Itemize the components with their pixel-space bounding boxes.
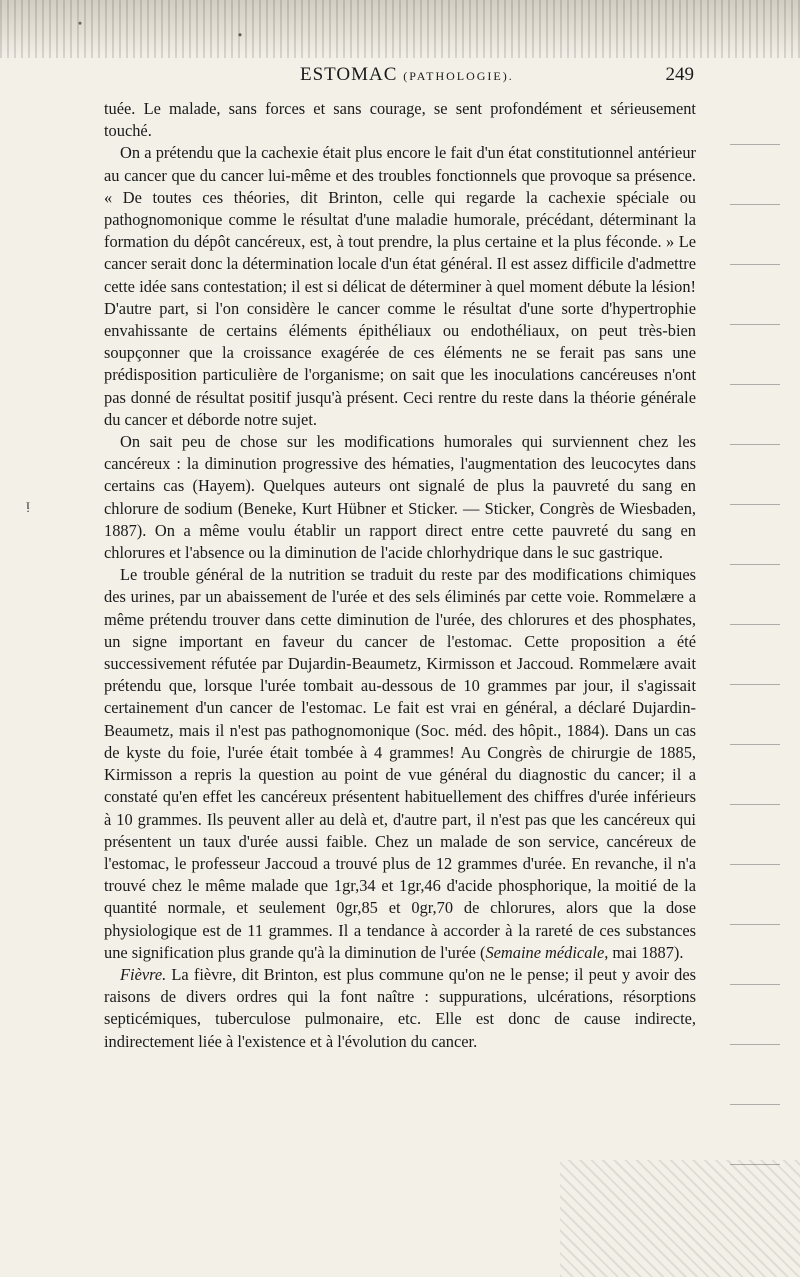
paragraph-1: tuée. Le malade, sans forces et sans courage, se sent profondément et sérieusement touché.: [104, 99, 696, 141]
paragraph-4-text: Le trouble général de la nutrition se traduit du reste par des modifications chimiques des urines, par un abaissement de l'urée et des sels éliminés par cette voie. Rommelære a même prétendu trouver dans cette diminution de l'urée, des chlorures et des phosphates, un signe important en faveur du cancer de l'estomac. Cette proposition a été successivement réfutée par Dujardin-Beaumetz, Kirmisson et Jaccoud. Rommelære avait prétendu que, lorsque l'urée tombait au-dessous de 10 grammes par jour, il s'agissait certainement d'un cancer de l'estomac. Le fait est vrai en général, a déclaré Dujardin-Beaumetz, mais il n'est pas pathognomonique (Soc. méd. des hôpit., 1884). Dans un cas de kyste du foie, l'urée était tombée à 4 grammes! Au Congrès de chirurgie de 1885, Kirmisson a repris la question au point de vue général du diagnostic du cancer; il a constaté qu'en effet les cancéreux présentent habituellement des chiffres d'urée inférieurs à 10 grammes. Ils peuvent aller au delà et, d'autre part, il n'est pas que les cancéreux qui présentent un taux d'urée aussi faible. Chez un malade de son service, cancéreux de l'estomac, le professeur Jaccoud a trouvé plus de 12 grammes d'urée. En revanche, il n'a trouvé chez le même malade que 1gr,34 et 1gr,46 d'acide phosphorique, la moitié de la quantité normale, et seulement 0gr,85 et 0gr,70 de chlorures, alors que la dose physiologique est de 11 grammes. Il a tendance à accorder à la rareté de ces substances une signification plus grande qu'à la diminution de l'urée (: [104, 565, 696, 962]
scan-noise-bottom: [560, 1160, 800, 1277]
running-title: [300, 64, 514, 86]
margin-mark: ᴉ: [26, 498, 30, 513]
running-title-main: ESTOMAC: [300, 64, 398, 85]
paragraph-3: On sait peu de chose sur les modifications humorales qui surviennent chez les cancéreux : la diminution progressive des hématies, l'augmentation des leucocytes dans certains cas (Hayem). Quelques auteurs ont signalé de plus la pauvreté du sang en chlorure de sodium (Beneke, Kurt Hübner et Sticker. — Sticker, Congrès de Wiesbaden, 1887). On a même voulu établir un rapport direct entre cette pauvreté du sang en chlorures et l'absence ou la diminution de l'acide chlorhydrique dans le suc gastrique.: [104, 432, 696, 563]
page-number: 249: [665, 64, 694, 85]
body-text: [104, 98, 696, 1053]
citation-semaine-medicale: Semaine médicale: [485, 942, 605, 962]
paragraph-2: On a prétendu que la cachexie était plus encore le fait d'un état constitutionnel antérieur au cancer que du cancer lui-même et des troubles fonctionnels que provoque sa présence. « De toutes ces théories, dit Brinton, celle qui regarde la cachexie spéciale ou pathognomonique comme le résultat d'une maladie humorale, précédant, déterminant la formation du dépôt cancéreux, est, à tout prendre, la plus certaine et la plus féconde. » Le cancer serait donc la détermination locale d'un état général. Il est assez difficile d'admettre cette idée sans contestation; il est si délicat de déterminer à quel moment débute la lésion! D'autre part, si l'on considère le cancer comme le résultat d'une sorte d'hypertrophie envahissante de certains éléments épithéliaux ou endothéliaux, on peut très-bien soupçonner que la croissance exagérée de ces éléments ne se ferait pas sans une prédisposition particulière de l'organisme; on sait que les inoculations cancéreuses n'ont pas donné de résultat positif jusqu'à présent. Ceci rentre du reste dans la théorie générale du cancer et déborde notre sujet.: [104, 143, 696, 429]
section-heading-fievre: Fièvre.: [120, 964, 167, 984]
scan-noise-top: [0, 0, 800, 58]
margin-ticks: [730, 110, 780, 1170]
paragraph-4: [104, 564, 696, 964]
paragraph-5: [104, 964, 696, 1053]
running-header: [100, 64, 700, 90]
paragraph-5-text: La fièvre, dit Brinton, est plus commune qu'on ne le pense; il peut y avoir des raisons de divers ordres qui la font naître : suppurations, ulcérations, résorptions septicémiques, tuberculose pulmonaire, etc. Elle est donc de cause indirecte, indirectement liée à l'existence et à l'évolution du cancer.: [104, 964, 696, 1051]
paragraph-4-end: , mai 1887).: [604, 942, 684, 962]
running-title-sub: (PATHOLOGIE).: [403, 69, 514, 83]
